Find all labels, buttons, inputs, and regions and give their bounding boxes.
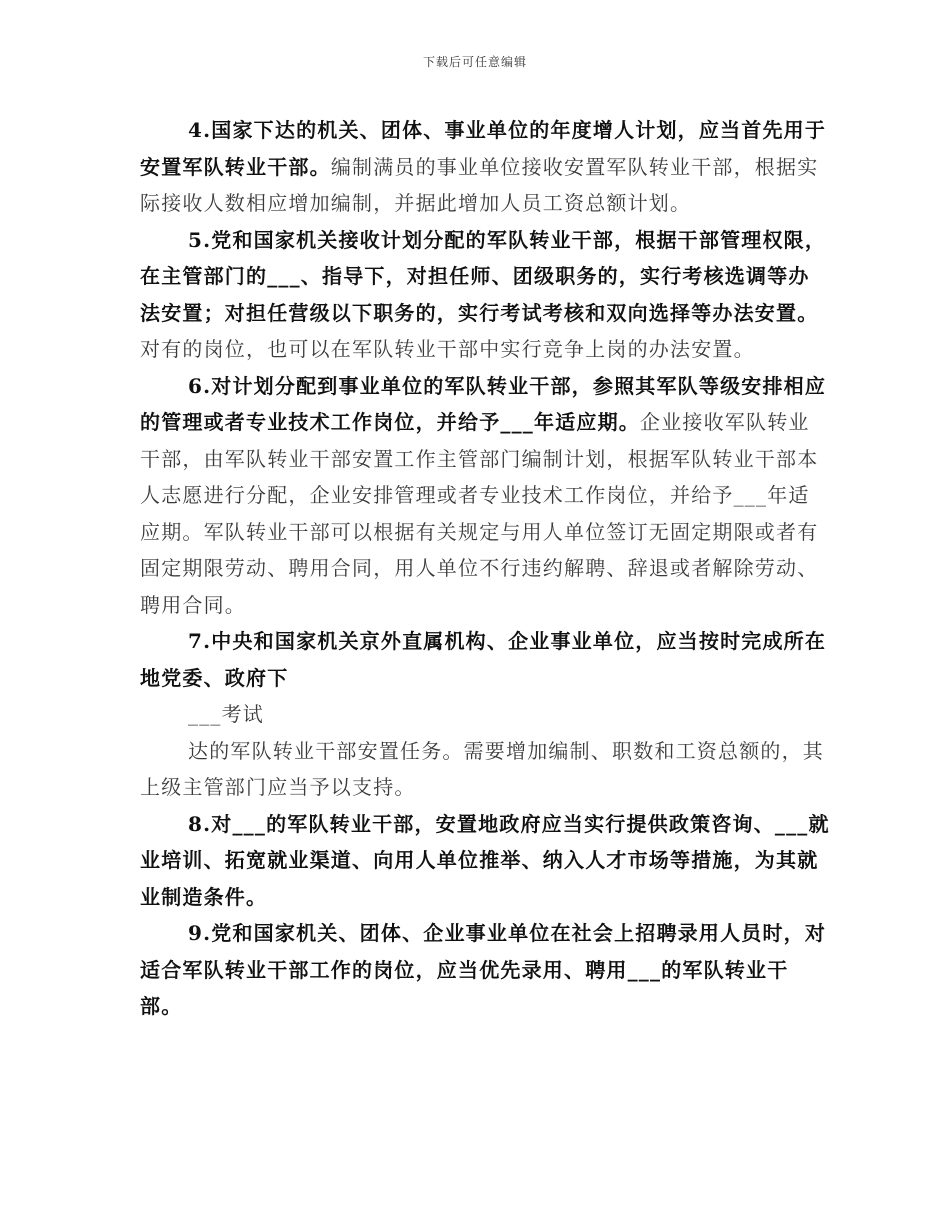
paragraph-7-bold: 7.中央和国家机关京外直属机构、企业事业单位，应当按时完成所在地党委、政府下 bbox=[140, 629, 827, 690]
page-header: 下载后可任意编辑 bbox=[422, 55, 527, 69]
paragraph-6 bbox=[140, 368, 830, 624]
document-body bbox=[140, 112, 830, 1025]
paragraph-8-bold: 8.对___的军队转业干部，安置地政府应当实行提供政策咨询、___就业培训、拓宽就业渠道、向用人单位推举、纳入人才市场等措施，为其就业制造条件。 bbox=[140, 811, 830, 909]
paragraph-9-bold: 9.党和国家机关、团体、企业事业单位在社会上招聘录用人员时，对适合军队转业干部工作的岗位，应当优先录用、聘用___的军队转业干部。 bbox=[140, 921, 827, 1018]
paragraph-5 bbox=[140, 222, 830, 368]
paragraph-4 bbox=[140, 112, 830, 222]
paragraph-8 bbox=[140, 806, 830, 916]
paragraph-7-continuation: 达的军队转业干部安置任务。需要增加编制、职数和工资总额的，其上级主管部门应当予以支持。 bbox=[140, 738, 824, 799]
paragraph-9 bbox=[140, 915, 830, 1025]
paragraph-4-bold: 4.国家下达的机关、团体、事业单位的年度增人计划，应当首先用于安置军队转业干部。 bbox=[140, 118, 827, 179]
paragraph-7-blank-line: ___考试 bbox=[188, 702, 264, 726]
paragraph-7 bbox=[140, 623, 830, 696]
paragraph-5-bold: 5.党和国家机关接收计划分配的军队转业干部，根据干部管理权限，在主管部门的___、指导下，对担任师、团级职务的，实行考核选调等办法安置；对担任营级以下职务的，实行考试考核和双向选择等办法安置。 bbox=[140, 227, 827, 325]
paragraph-4-normal: 编制满员的事业单位接收安置军队转业干部，根据实际接收人数相应增加编制，并据此增加人员工资总额计划。 bbox=[140, 154, 819, 215]
paragraph-6-bold: 6.对计划分配到事业单位的军队转业干部，参照其军队等级安排相应的管理或者专业技术工作岗位，并给予___年适应期。 bbox=[140, 373, 827, 434]
paragraph-6-normal: 企业接收军队转业干部，由军队转业干部安置工作主管部门编制计划，根据军队转业干部本人志愿进行分配，企业安排管理或者专业技术工作岗位，并给予___年适应期。军队转业干部可以根据有关规定与用人单位签订无固定期限或者有固定期限劳动、聘用合同，用人单位不行违约解聘、辞退或者解除劳动、聘用合同。 bbox=[140, 410, 819, 617]
paragraph-5-normal: 对有的岗位，也可以在军队转业干部中实行竞争上岗的办法安置。 bbox=[140, 337, 755, 361]
